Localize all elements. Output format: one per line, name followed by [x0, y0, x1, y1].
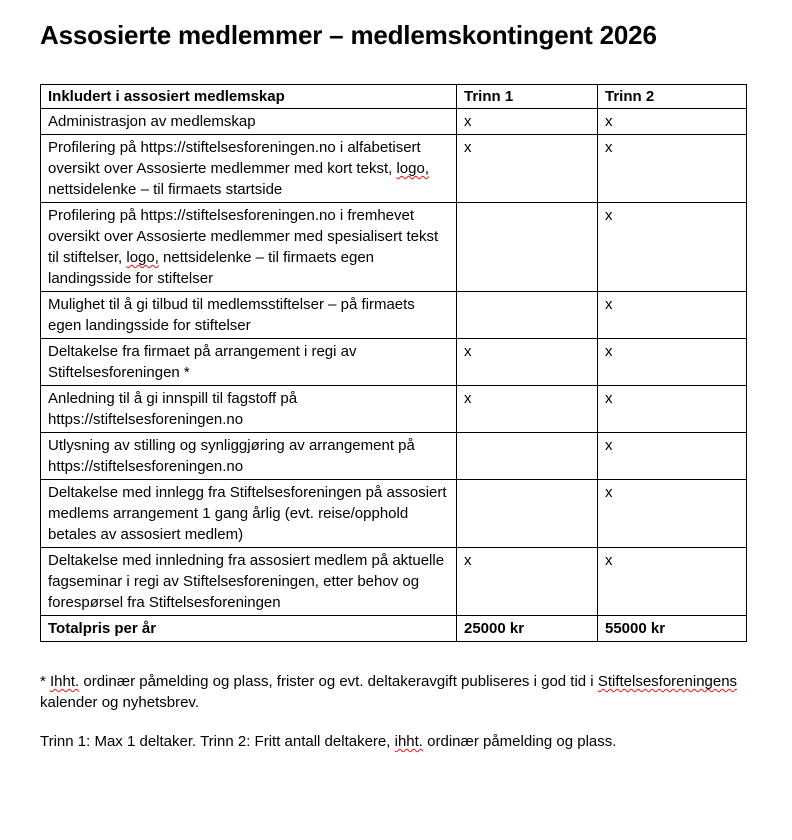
- table-row: [41, 480, 747, 548]
- footnote-2: [40, 731, 746, 752]
- misspelled-word: ihht.: [394, 733, 423, 750]
- feature-cell: [41, 339, 457, 386]
- table-body: [41, 109, 747, 642]
- text-segment: nettsidelenke – til firmaets egen landingsside for stiftelser: [48, 249, 375, 287]
- mark-cell-trinn1: [457, 480, 598, 548]
- mark-cell-trinn1: [457, 203, 598, 292]
- mark-cell-trinn1: [457, 292, 598, 339]
- mark-cell-trinn2: x: [598, 433, 747, 480]
- mark-cell-trinn1: [457, 433, 598, 480]
- misspelled-word: logo,: [126, 249, 159, 266]
- text-segment: Profilering på https://stiftelsesforeningen.no i fremhevet oversikt over Assosierte medlemmer med spesialisert tekst til stiftelser,: [48, 207, 439, 266]
- feature-cell: [41, 292, 457, 339]
- table-row: [41, 386, 747, 433]
- feature-cell: [41, 616, 457, 642]
- text-segment: Utlysning av stilling og synliggjøring av arrangement på https://stiftelsesforeningen.no: [48, 437, 415, 475]
- column-header-3: Trinn 2: [598, 85, 747, 109]
- mark-cell-trinn2: x: [598, 292, 747, 339]
- feature-cell: [41, 433, 457, 480]
- text-segment: Deltakelse fra firmaet på arrangement i regi av Stiftelsesforeningen *: [48, 343, 357, 381]
- misspelled-word: Ihht.: [50, 673, 80, 690]
- feature-cell: [41, 548, 457, 616]
- feature-cell: [41, 203, 457, 292]
- text-segment: Deltakelse med innlegg fra Stiftelsesforeningen på assosiert medlems arrangement 1 gang årlig (evt. reise/opphold betales av assosiert medlem): [48, 484, 447, 543]
- price-cell-trinn2: 55000 kr: [598, 616, 747, 642]
- column-header-1: Inkludert i assosiert medlemskap: [41, 85, 457, 109]
- mark-cell-trinn1: x: [457, 548, 598, 616]
- table-row: [41, 203, 747, 292]
- table-row: [41, 292, 747, 339]
- text-segment: *: [40, 673, 51, 690]
- misspelled-word: Stiftelsesforeningens: [597, 673, 738, 690]
- table-row: [41, 339, 747, 386]
- text-segment: kalender og nyhetsbrev.: [40, 694, 199, 711]
- mark-cell-trinn2: x: [598, 386, 747, 433]
- mark-cell-trinn2: x: [598, 135, 747, 203]
- text-segment: nettsidelenke – til firmaets startside: [48, 181, 283, 198]
- mark-cell-trinn2: x: [598, 339, 747, 386]
- misspelled-word: logo,: [396, 160, 429, 177]
- mark-cell-trinn2: x: [598, 548, 747, 616]
- feature-cell: [41, 480, 457, 548]
- table-header-row: [41, 85, 747, 109]
- table-row: [41, 616, 747, 642]
- mark-cell-trinn1: x: [457, 109, 598, 135]
- table-row: [41, 548, 747, 616]
- table-row: [41, 135, 747, 203]
- feature-cell: [41, 109, 457, 135]
- mark-cell-trinn1: x: [457, 135, 598, 203]
- text-segment: Trinn 1: Max 1 deltaker. Trinn 2: Fritt antall deltakere,: [40, 733, 395, 750]
- table-row: [41, 109, 747, 135]
- feature-cell: [41, 135, 457, 203]
- text-segment: ordinær påmelding og plass.: [422, 733, 617, 750]
- column-header-2: Trinn 1: [457, 85, 598, 109]
- mark-cell-trinn1: x: [457, 339, 598, 386]
- text-segment: ordinær påmelding og plass, frister og evt. deltakeravgift publiseres i god tid i: [79, 673, 598, 690]
- mark-cell-trinn1: x: [457, 386, 598, 433]
- mark-cell-trinn2: x: [598, 109, 747, 135]
- text-segment: Profilering på https://stiftelsesforeningen.no i alfabetisert oversikt over Assosierte medlemmer med kort tekst,: [48, 139, 421, 177]
- membership-table: [40, 84, 747, 642]
- mark-cell-trinn2: x: [598, 480, 747, 548]
- text-segment: Administrasjon av medlemskap: [48, 113, 256, 130]
- page-title: Assosierte medlemmer – medlemskontingent 2026: [40, 20, 657, 50]
- mark-cell-trinn2: x: [598, 203, 747, 292]
- footnote-1: [40, 671, 746, 713]
- table-row: [41, 433, 747, 480]
- text-segment: Totalpris per år: [48, 620, 157, 637]
- text-segment: Mulighet til å gi tilbud til medlemsstiftelser – på firmaets egen landingsside for stiftelser: [48, 296, 415, 334]
- text-segment: Deltakelse med innledning fra assosiert medlem på aktuelle fagseminar i regi av Stiftelsesforeningen, etter behov og forespørsel fra Stiftelsesforeningen: [48, 552, 445, 611]
- text-segment: Anledning til å gi innspill til fagstoff på https://stiftelsesforeningen.no: [48, 390, 298, 428]
- feature-cell: [41, 386, 457, 433]
- price-cell-trinn1: 25000 kr: [457, 616, 598, 642]
